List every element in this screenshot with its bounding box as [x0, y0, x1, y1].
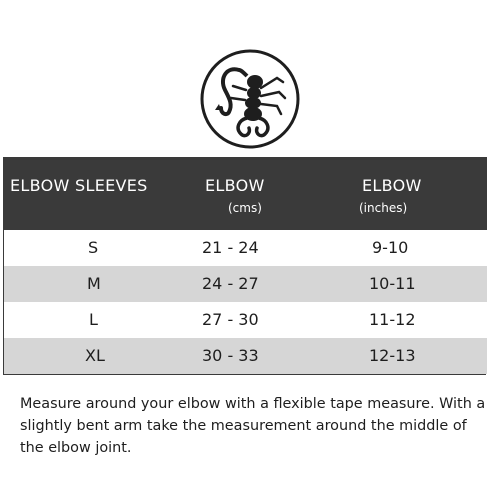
cms-cell: 27 - 30	[202, 310, 259, 329]
cms-cell: 21 - 24	[202, 238, 259, 257]
header-inches-unit: (inches)	[359, 201, 408, 215]
scorpion-icon	[199, 48, 301, 150]
size-cell: XL	[85, 346, 105, 365]
size-cell: S	[88, 238, 99, 257]
table-row	[4, 230, 487, 266]
cms-cell: 24 - 27	[202, 274, 259, 293]
header-elbow-sleeves: ELBOW SLEEVES	[10, 176, 148, 195]
table-row	[4, 302, 487, 338]
cms-cell: 30 - 33	[202, 346, 259, 365]
header-elbow-cms: ELBOW	[205, 176, 265, 195]
inches-cell: 11-12	[369, 310, 416, 329]
table-row	[4, 338, 487, 374]
header-cms-unit: (cms)	[228, 201, 262, 215]
table-header	[4, 157, 487, 230]
table-row	[4, 266, 487, 302]
size-table	[3, 157, 486, 375]
size-cell: L	[89, 310, 98, 329]
inches-cell: 9-10	[372, 238, 409, 257]
inches-cell: 12-13	[369, 346, 416, 365]
measurement-instructions: Measure around your elbow with a flexible tape measure. With a slightly bent arm take the measurement around the middle of the elbow joint.	[20, 396, 486, 456]
inches-cell: 10-11	[369, 274, 416, 293]
header-elbow-inches: ELBOW	[362, 176, 422, 195]
scorpion-logo	[199, 48, 301, 150]
size-cell: M	[87, 274, 101, 293]
